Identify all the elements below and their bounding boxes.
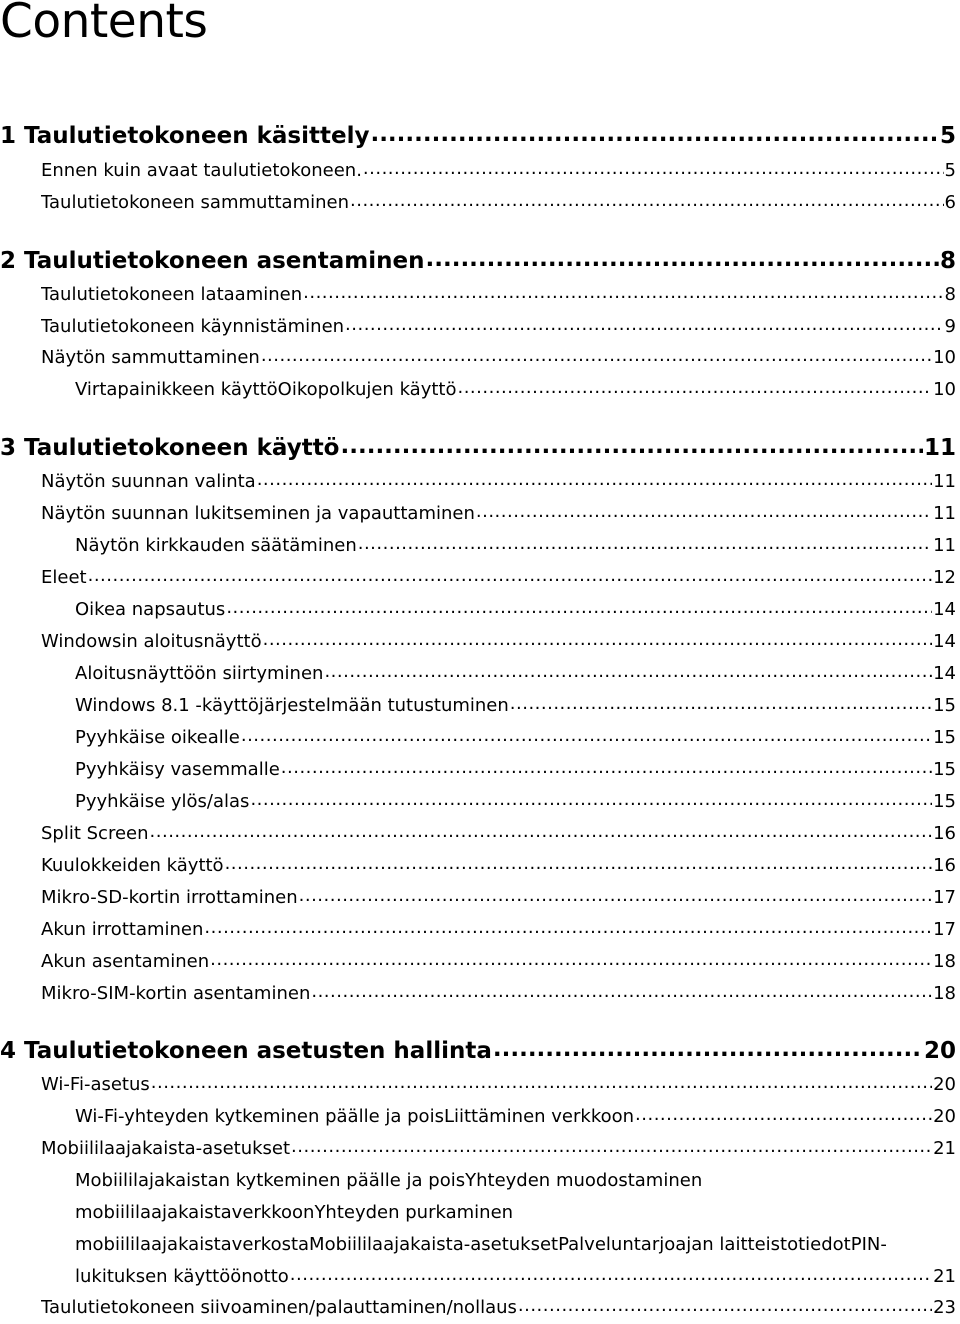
toc-subentry[interactable] [75, 599, 956, 620]
toc-label: Näytön kirkkauden säätäminen [75, 535, 357, 556]
dot-leader [299, 887, 932, 906]
toc-entry[interactable] [41, 284, 956, 305]
toc-label: Virtapainikkeen käyttöOikopolkujen käyttö [75, 379, 457, 400]
toc-label: Mikro-SD-kortin irrottaminen [41, 887, 298, 908]
toc-label: Taulutietokoneen siivoaminen/palauttaminen/nollaus [41, 1297, 517, 1318]
toc-label: Windows 8.1 -käyttöjärjestelmään tutustuminen [75, 695, 509, 716]
dot-leader [150, 823, 933, 842]
toc-label: Taulutietokoneen käynnistäminen [41, 316, 345, 337]
dot-leader [426, 248, 939, 272]
toc-entry[interactable] [41, 1138, 956, 1159]
toc-page-number: 6 [944, 192, 956, 213]
toc-page-number: 9 [944, 316, 956, 337]
toc-page-number: 12 [933, 567, 956, 588]
toc-label: Taulutietokoneen sammuttaminen [41, 192, 350, 213]
toc-subentry[interactable] [75, 535, 956, 556]
toc-label: Näytön suunnan valinta [41, 471, 256, 492]
toc-entry[interactable] [41, 567, 956, 588]
toc-subentry-line[interactable]: Mobiililajakaistan kytkeminen päälle ja poisYhteyden muodostaminen [75, 1170, 703, 1191]
toc-label: Wi-Fi-yhteyden kytkeminen päälle ja poisLiittäminen verkkoon [75, 1106, 635, 1127]
toc-label: lukituksen käyttöönotto [75, 1266, 289, 1287]
toc-entry[interactable] [41, 855, 956, 876]
dot-leader [241, 727, 932, 746]
dot-leader [88, 567, 933, 586]
toc-page-number: 14 [933, 599, 956, 620]
toc-subentry[interactable] [75, 663, 956, 684]
toc-label: 2 Taulutietokoneen asentaminen [0, 248, 425, 274]
dot-leader [263, 631, 933, 650]
page-title: Contents [0, 0, 208, 49]
toc-page-number: 15 [933, 759, 956, 780]
toc-label: Taulutietokoneen lataaminen [41, 284, 303, 305]
dot-leader [363, 160, 944, 179]
dot-leader [358, 535, 932, 554]
toc-label: 1 Taulutietokoneen käsittely [0, 123, 370, 149]
toc-entry[interactable] [41, 919, 956, 940]
dot-leader [370, 123, 939, 147]
toc-page-number: 20 [933, 1106, 956, 1127]
toc-page-number: 17 [933, 887, 956, 908]
toc-subentry[interactable] [75, 727, 956, 748]
toc-page-number: 20 [933, 1074, 956, 1095]
dot-leader [261, 347, 932, 366]
dot-leader [303, 284, 943, 303]
toc-entry[interactable] [41, 823, 956, 844]
toc-page-number: 15 [933, 695, 956, 716]
toc-entry[interactable] [41, 1297, 956, 1318]
toc-label: 3 Taulutietokoneen käyttö [0, 435, 340, 461]
dot-leader [250, 791, 932, 810]
toc-label: Wi-Fi-asetus [41, 1074, 150, 1095]
toc-page-number: 16 [933, 823, 956, 844]
toc-subentry[interactable] [75, 759, 956, 780]
toc-page-number: 11 [933, 471, 956, 492]
toc-label: Näytön suunnan lukitseminen ja vapauttaminen [41, 503, 475, 524]
toc-page-number: 18 [933, 983, 956, 1004]
toc-label: Windowsin aloitusnäyttö [41, 631, 262, 652]
toc-chapter[interactable] [0, 123, 956, 149]
dot-leader [635, 1106, 932, 1125]
toc-label: Mobiililaajakaista-asetukset [41, 1138, 291, 1159]
dot-leader [257, 471, 932, 490]
dot-leader [151, 1074, 932, 1093]
toc-page-number: 16 [933, 855, 956, 876]
toc-page-number: 10 [933, 347, 956, 368]
toc-entry[interactable] [41, 1074, 956, 1095]
dot-leader [204, 919, 932, 938]
dot-leader [518, 1297, 932, 1316]
toc-page-number: 10 [933, 379, 956, 400]
toc-label: Näytön sammuttaminen [41, 347, 260, 368]
toc-page-number: 21 [933, 1266, 956, 1287]
dot-leader [281, 759, 932, 778]
toc-label: Aloitusnäyttöön siirtyminen [75, 663, 324, 684]
dot-leader [350, 192, 944, 211]
toc-page-number: 11 [923, 435, 956, 461]
toc-page-number: 5 [939, 123, 956, 149]
dot-leader [225, 855, 933, 874]
toc-page-number: 21 [933, 1138, 956, 1159]
toc-entry[interactable] [41, 347, 956, 368]
toc-chapter[interactable] [0, 248, 956, 274]
toc-page-number: 8 [944, 284, 956, 305]
dot-leader [324, 663, 932, 682]
toc-label: Pyyhkäise oikealle [75, 727, 240, 748]
toc-page-number: 20 [923, 1038, 956, 1064]
toc-label: Kuulokkeiden käyttö [41, 855, 224, 876]
toc-label: Akun asentaminen [41, 951, 210, 972]
toc-page-number: 11 [933, 503, 956, 524]
toc-page-number: 15 [933, 727, 956, 748]
toc-chapter[interactable] [0, 435, 956, 461]
dot-leader [457, 379, 932, 398]
toc-page-number: 14 [933, 663, 956, 684]
toc-entry[interactable] [41, 887, 956, 908]
toc-entry[interactable] [41, 471, 956, 492]
dot-leader [493, 1038, 923, 1062]
toc-subentry[interactable] [75, 695, 956, 716]
dot-leader [510, 695, 932, 714]
dot-leader [290, 1266, 932, 1285]
toc-label: Akun irrottaminen [41, 919, 204, 940]
toc-label: Mikro-SIM-kortin asentaminen [41, 983, 311, 1004]
dot-leader [341, 435, 923, 459]
toc-entry[interactable] [41, 951, 956, 972]
toc-page-number: 8 [939, 248, 956, 274]
toc-entry[interactable] [41, 983, 956, 1004]
toc-entry[interactable] [41, 192, 956, 213]
toc-page-number: 5 [944, 160, 956, 181]
toc-entry[interactable] [41, 316, 956, 337]
toc-subentry-line[interactable]: mobiililaajakaistaverkostaMobiililaajakaista-asetuksetPalveluntarjoajan laitteistotiedotPIN- [75, 1234, 887, 1255]
toc-label: Ennen kuin avaat taulutietokoneen. [41, 160, 362, 181]
toc-label: Pyyhkäisy vasemmalle [75, 759, 280, 780]
toc-entry[interactable] [41, 503, 956, 524]
dot-leader [345, 316, 944, 335]
dot-leader [291, 1138, 932, 1157]
toc-subentry-line[interactable]: mobiililaajakaistaverkkoonYhteyden purkaminen [75, 1202, 514, 1223]
toc-label: Pyyhkäise ylös/alas [75, 791, 250, 812]
toc-page-number: 11 [933, 535, 956, 556]
toc-page-number: 17 [933, 919, 956, 940]
toc-page-number: 14 [933, 631, 956, 652]
toc-page-number: 23 [933, 1297, 956, 1318]
toc-subentry[interactable] [75, 791, 956, 812]
toc-subentry[interactable] [75, 379, 956, 400]
toc-entry[interactable] [41, 160, 956, 181]
toc-page-number: 18 [933, 951, 956, 972]
toc-subentry[interactable] [75, 1266, 956, 1287]
toc-chapter[interactable] [0, 1038, 956, 1064]
dot-leader [476, 503, 932, 522]
toc-label: Split Screen [41, 823, 149, 844]
dot-leader [311, 983, 932, 1002]
dot-leader [210, 951, 932, 970]
toc-subentry[interactable] [75, 1106, 956, 1127]
toc-label: Eleet [41, 567, 87, 588]
dot-leader [226, 599, 932, 618]
toc-label: Oikea napsautus [75, 599, 226, 620]
toc-label: 4 Taulutietokoneen asetusten hallinta [0, 1038, 492, 1064]
toc-entry[interactable] [41, 631, 956, 652]
toc-page-number: 15 [933, 791, 956, 812]
